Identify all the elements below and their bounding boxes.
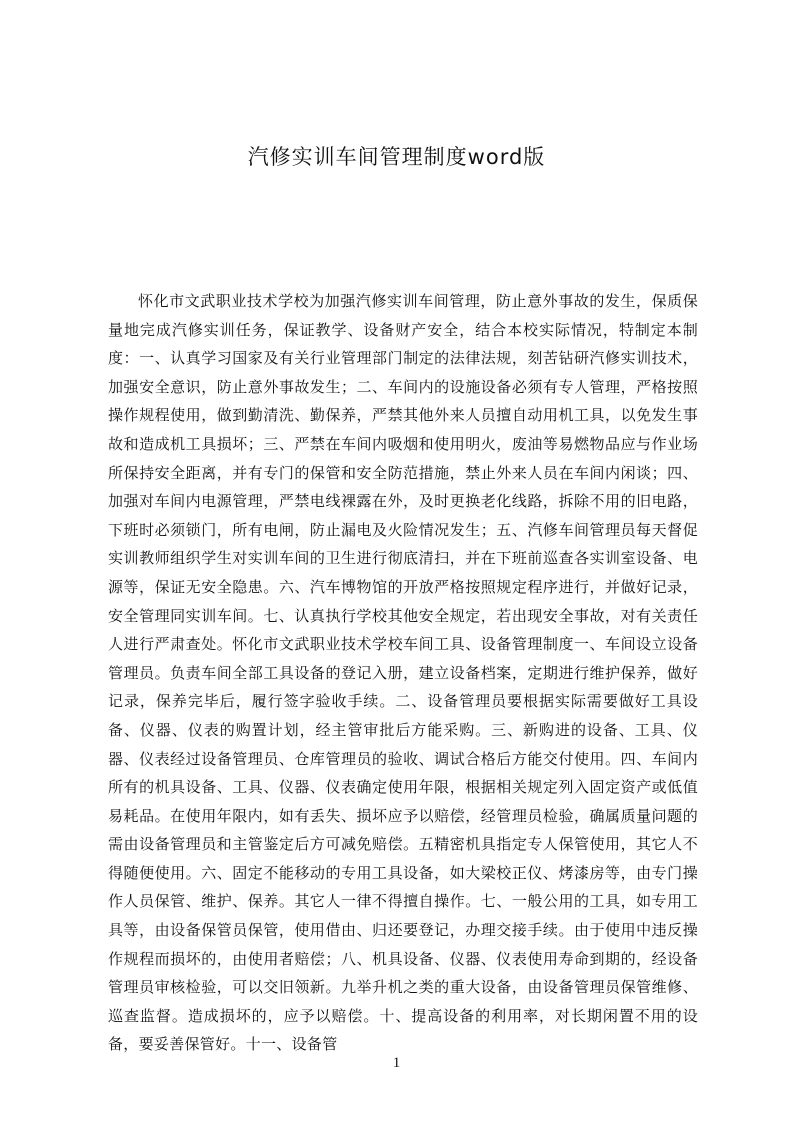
document-body: 怀化市文武职业技术学校为加强汽修实训车间管理，防止意外事故的发生，保质保量地完成汽修实训任务，保证教学、设备财产安全，结合本校实际情况，特制定本制度：一、认真学习国家及有关行业管理部门制定的法律法规，刻苦钻研汽修实训技术，加强安全意识，防止意外事故发生；二、车间内的设施设备必须有专人管理，严格按照操作规程使用，做到勤清洗、勤保养，严禁其他外来人员擅自动用机工具，以免发生事故和造成机工具损坏；三、严禁在车间内吸烟和使用明火，废油等易燃物品应与作业场所保持安全距离，并有专门的保管和安全防范措施，禁止外来人员在车间内闲谈；四、加强对车间内电源管理，严禁电线裸露在外，及时更换老化线路，拆除不用的旧电路，下班时必须锁门，所有电闸，防止漏电及火险情况发生；五、汽修车间管理员每天督促实训教师组织学生对实训车间的卫生进行彻底清扫，并在下班前巡查各实训室设备、电源等，保证无安全隐患。六、汽车博物馆的开放严格按照规定程序进行，并做好记录，安全管理同实训车间。七、认真执行学校其他安全规定，若出现安全事故，对有关责任人进行严肃查处。怀化市文武职业技术学校车间工具、设备管理制度一、车间设立设备管理员。负责车间全部工具设备的登记入册，建立设备档案，定期进行维护保养，做好记录，保养完毕后，履行签字验收手续。二、设备管理员要根据实际需要做好工具设备、仪器、仪表的购置计划，经主管审批后方能采购。三、新购进的设备、工具、仪器、仪表经过设备管理员、仓库管理员的验收、调试合格后方能交付使用。四、车间内所有的机具设备、工具、仪器、仪表确定使用年限，根据相关规定列入固定资产或低值易耗品。在使用年限内，如有丢失、损坏应予以赔偿，经管理员检验，确属质量问题的需由设备管理员和主管鉴定后方可减免赔偿。五精密机具指定专人保管使用，其它人不得随便使用。六、固定不能移动的专用工具设备，如大梁校正仪、烤漆房等，由专门操作人员保管、维护、保养。其它人一律不得擅自操作。七、一般公用的工具，如专用工具等，由设备保管员保管，使用借由、归还要登记，办理交接手续。由于使用中违反操作规程而损坏的，由使用者赔偿；八、机具设备、仪器、仪表使用寿命到期的，经设备管理员审核检验，可以交旧领新。九举升机之类的重大设备，由设备管理员保管维修、巡查监督。造成损坏的，应予以赔偿。十、提高设备的利用率，对长期闲置不用的设备，要妥善保管好。十一、设备管	[108, 292, 698, 1054]
page-number: 1	[392, 1055, 401, 1071]
document-title: 汽修实训车间管理制度word版	[247, 145, 546, 169]
